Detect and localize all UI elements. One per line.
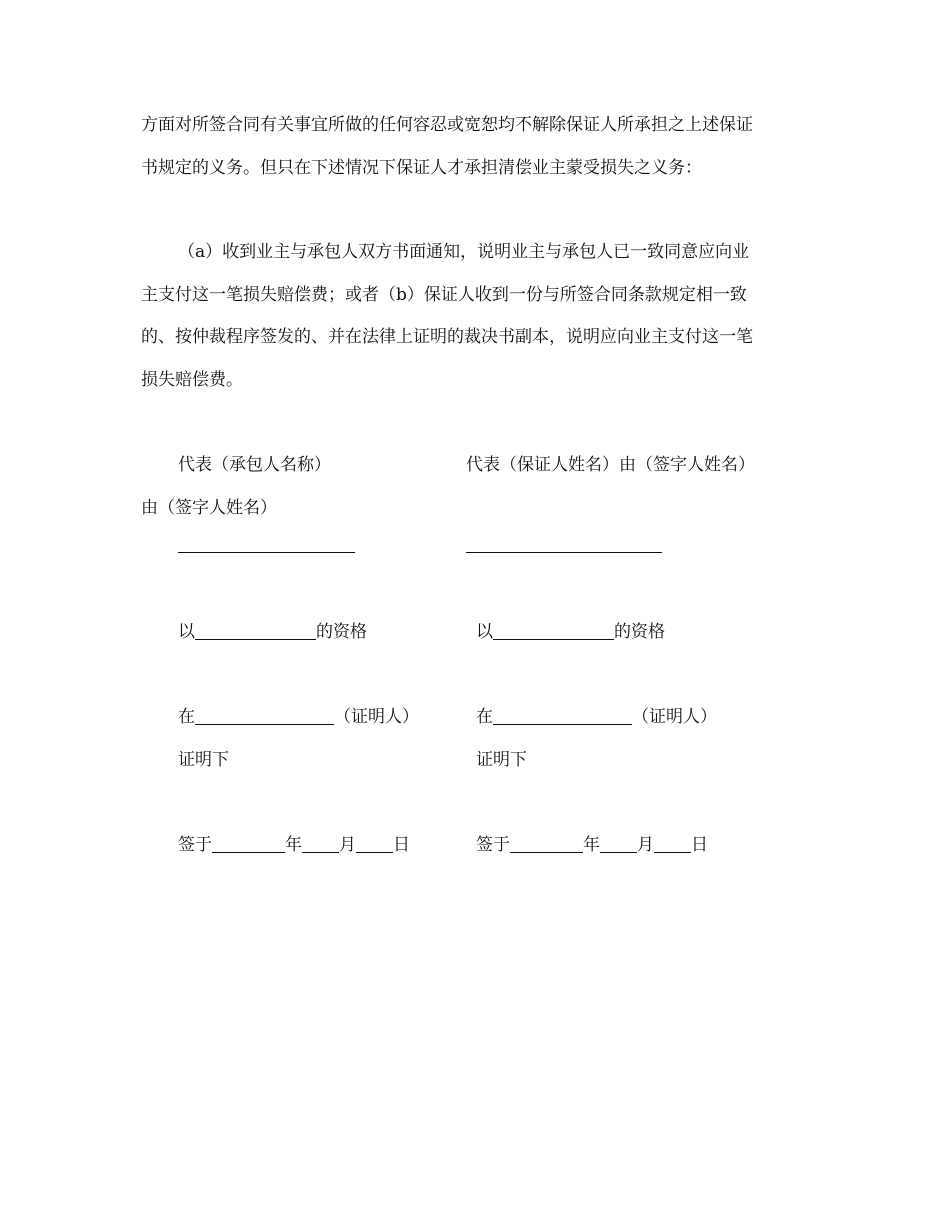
- paragraph-2-line-2: 主支付这一笔损失赔偿费；或者（b）保证人收到一份与所签合同条款规定相一致: [141, 285, 747, 305]
- month-label: 月: [339, 835, 356, 855]
- day-label: 日: [691, 835, 708, 855]
- guarantor-witness-line: [476, 707, 717, 727]
- day-blank: [654, 835, 691, 853]
- guarantor-witness-line-2: 证明下: [476, 750, 527, 770]
- paragraph-1-line-1: 方面对所签合同有关事宜所做的任何容忍或宽恕均不解除保证人所承担之上述保证: [141, 115, 753, 135]
- contractor-date-line: [178, 835, 410, 855]
- witness-blank: [493, 707, 632, 725]
- capacity-suffix: 的资格: [614, 622, 665, 642]
- witness-prefix: 在: [178, 707, 195, 727]
- guarantor-represent-label: 代表（保证人姓名）由（签字人姓名）: [466, 455, 755, 475]
- capacity-blank: [493, 622, 614, 640]
- contractor-signature-line: [178, 552, 355, 553]
- contractor-capacity-line: [178, 622, 367, 642]
- month-label: 月: [637, 835, 654, 855]
- contractor-witness-line-2: 证明下: [178, 750, 229, 770]
- capacity-prefix: 以: [178, 622, 195, 642]
- day-label: 日: [393, 835, 410, 855]
- year-blank: [212, 835, 285, 853]
- capacity-blank: [195, 622, 316, 640]
- paragraph-1-line-2: 书规定的义务。但只在下述情况下保证人才承担清偿业主蒙受损失之义务：: [141, 158, 702, 178]
- guarantor-date-line: [476, 835, 708, 855]
- paragraph-2-line-1: （a）收到业主与承包人双方书面通知，说明业主与承包人已一致同意应向业: [178, 242, 750, 262]
- year-label: 年: [285, 835, 302, 855]
- guarantor-signature-line: [466, 552, 662, 553]
- paragraph-2-line-3: 的、按仲裁程序签发的、并在法律上证明的裁决书副本，说明应向业主支付这一笔: [141, 327, 753, 347]
- month-blank: [600, 835, 637, 853]
- contractor-witness-line: [178, 707, 419, 727]
- year-label: 年: [583, 835, 600, 855]
- guarantor-capacity-line: [476, 622, 665, 642]
- witness-prefix: 在: [476, 707, 493, 727]
- month-blank: [302, 835, 339, 853]
- witness-blank: [195, 707, 334, 725]
- signed-prefix: 签于: [178, 835, 212, 855]
- year-blank: [510, 835, 583, 853]
- signed-prefix: 签于: [476, 835, 510, 855]
- day-blank: [356, 835, 393, 853]
- contractor-represent-label: 代表（承包人名称）: [178, 455, 331, 475]
- capacity-suffix: 的资格: [316, 622, 367, 642]
- witness-suffix: （证明人）: [632, 707, 717, 727]
- witness-suffix: （证明人）: [334, 707, 419, 727]
- contractor-signer-label: 由（签字人姓名）: [141, 498, 277, 518]
- paragraph-2-line-4: 损失赔偿费。: [141, 370, 243, 390]
- capacity-prefix: 以: [476, 622, 493, 642]
